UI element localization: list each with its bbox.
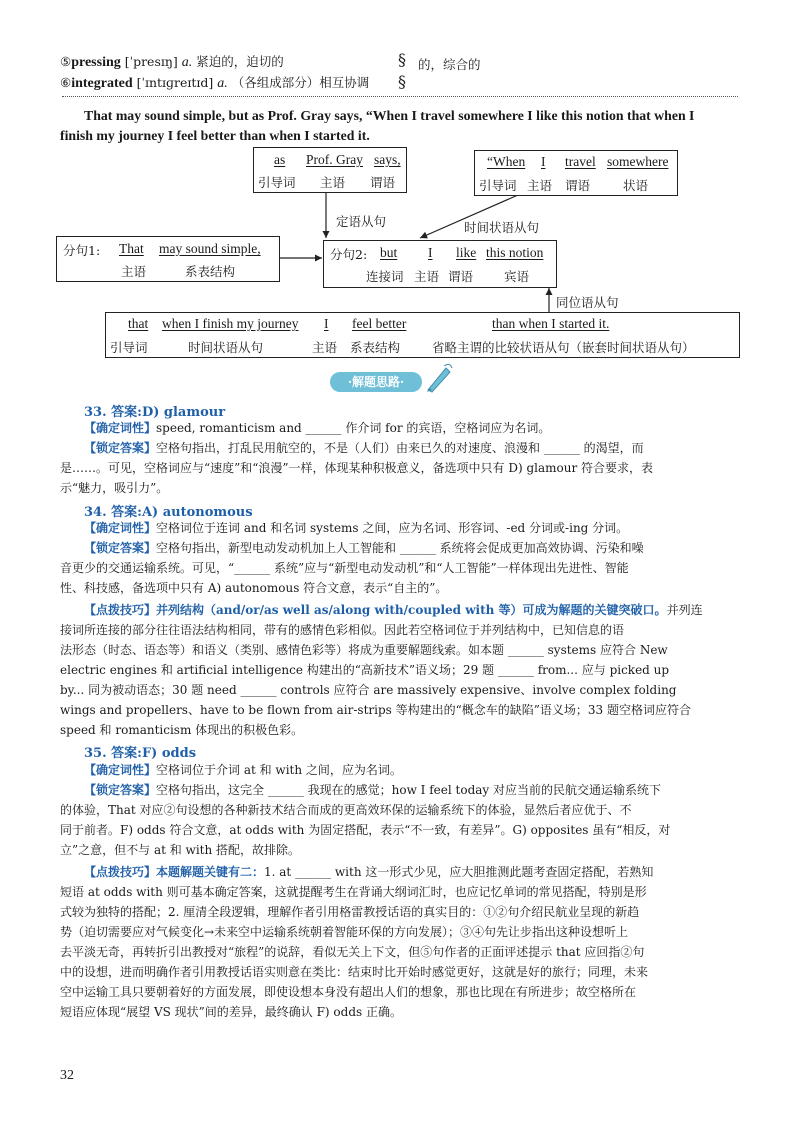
diagram-box-clause-1	[56, 236, 280, 282]
q35-line-4: 同于前者。F) odds 符合文意，at odds with 为固定搭配，表示“不一致，有差异”。G) opposites 虽有“相反，对	[60, 823, 671, 837]
diagram-role: 引导词	[110, 340, 148, 355]
q35-line-6	[84, 864, 653, 881]
label-appositive-clause: 同位语从句	[556, 295, 619, 310]
q35-line-2	[84, 782, 661, 799]
para-text: 空格句指出，这完全 ______ 我现在的感觉；how I feel today 对应当前的民航交通运输系统下	[156, 783, 662, 797]
q35-line-13: 短语应体现“展望 VS 现状”间的差异，最终确认 F) odds 正确。	[60, 1005, 402, 1019]
diagram-role: 状语	[623, 178, 649, 193]
q35-line-5: 立”之意，但不与 at 和 with 搭配，故排除。	[60, 843, 301, 857]
diagram-box-when-clause	[474, 150, 678, 196]
answer-35-heading	[84, 742, 196, 761]
diagram-role: 省略主谓的比较状语从句（嵌套时间状语从句）	[432, 340, 695, 355]
vocab-continuation: 的，综合的	[418, 57, 481, 72]
vocab-word: integrated	[71, 76, 133, 91]
diagram-word: somewhere	[607, 154, 669, 169]
diagram-word: as	[274, 152, 286, 167]
q35-line-9: 势（迫切需要应对气候变化→未来空中运输系统朝着智能环保的方向发展）；③④句先让步指出这种设想听上	[60, 925, 629, 939]
label-time-adverbial-clause: 时间状语从句	[464, 220, 540, 235]
diagram-role: 谓语	[448, 269, 474, 284]
diagram-word: when I finish my journey	[162, 316, 299, 331]
q34-line-8: electric engines 和 artificial intelligence 构建出的“高新技术”语义场；29 题 ______ from... 应与 picked up	[60, 663, 670, 677]
diagram-word: this notion	[486, 245, 544, 260]
answer-33-heading	[84, 401, 225, 420]
q33-line-2	[84, 440, 644, 457]
answer-text: 34. 答案:A) autonomous	[84, 505, 253, 520]
q35-line-8: 式较为独特的搭配；2. 厘清全段逻辑，理解作者引用格雷教授话语的真实目的：①②句介绍民航业呈现的新趋	[60, 905, 640, 919]
diagram-prefix: 分句1:	[63, 243, 101, 258]
vocab-word: pressing	[71, 55, 121, 70]
page-number: 32	[60, 1068, 74, 1083]
vocab-meaning: （各组成部分）相互协调	[231, 75, 370, 90]
q34-line-6: 接词所连接的部分往往语法结构相同，带有的感情色彩相似。因此若空格词位于并列结构中，已知信息的语	[60, 623, 625, 637]
diagram-word: I	[541, 154, 546, 169]
q34-line-5	[84, 602, 703, 619]
q34-line-3: 音更少的交通运输系统。可见，“______ 系统”应与“新型电动发动机”和“人工智能”一样体现出先进性、智能	[60, 561, 629, 575]
diagram-role: 系表结构	[350, 340, 401, 355]
q33-line-3: 是……。可见，空格词应与“速度”和“浪漫”一样，体现某种积极意义，备选项中只有 D) glamour 符合要求，表	[60, 461, 654, 475]
diagram-box-clause-2	[323, 240, 557, 288]
vocab-num: ⑤	[60, 54, 72, 69]
diagram-word: I	[428, 245, 433, 260]
q35-line-10: 去平淡无奇，再转折引出教授对“旅程”的说辞，看似无关上下文，但⑤句作者的正面评述提示 that 应回指②句	[60, 945, 645, 959]
answer-text: 35. 答案:F) odds	[84, 746, 197, 761]
diagram-word: that	[128, 316, 149, 331]
diagram-word: feel better	[352, 316, 407, 331]
diagram-role: 连接词	[366, 269, 404, 284]
diagram-word: travel	[565, 154, 596, 169]
q34-line-1	[84, 520, 628, 537]
pen-icon	[424, 362, 454, 394]
para-text: 并列连	[666, 603, 703, 617]
diagram-role: 谓语	[565, 178, 591, 193]
tag-label: 【点拨技巧】本题解题关键有二：	[84, 865, 265, 879]
q33-line-1	[84, 420, 550, 437]
diagram-role: 主语	[527, 178, 553, 193]
para-text: 空格词位于介词 at 和 with 之间，应为名词。	[156, 763, 402, 777]
para-text: 空格句指出，新型电动发动机加上人工智能和 ______ 系统将会促成更加高效协调、污染和噪	[156, 541, 644, 555]
vocab-num: ⑥	[60, 75, 72, 90]
sentence-line-1: That may sound simple, but as Prof. Gray says, “When I travel somewhere I like this notion that when I	[84, 108, 695, 123]
q34-line-11: speed 和 romanticism 体现出的积极色彩。	[60, 723, 304, 737]
diagram-role: 主语	[414, 269, 440, 284]
vocab-phonetic: [ˈpresɪŋ]	[124, 54, 178, 69]
diagram-word: Prof. Gray	[306, 152, 363, 167]
tag-label: 【确定词性】	[84, 421, 157, 435]
tag-label: 【点拨技巧】并列结构（and/or/as well as/along with/coupled with 等）可成为解题的关键突破口。	[84, 603, 667, 617]
q35-line-3: 的体验，That 对应②句设想的各种新技术结合而成的更高效环保的运输系统下的体验，显然后者应优于、不	[60, 803, 632, 817]
tag-label: 【锁定答案】	[84, 541, 157, 555]
q34-line-9: by... 同为被动语态；30 题 need ______ controls 应符合 are massively expensive、involve complex folding	[60, 683, 677, 697]
diagram-word: like	[456, 245, 477, 260]
q35-line-12: 空中运输工具只要朝着好的方面发展，即使设想本身没有超出人们的想象，那也比现在有所进步；故空格所在	[60, 985, 637, 999]
vocab-pos: a.	[217, 76, 228, 91]
vocab-phonetic: [ˈɪntɪɡreɪtɪd]	[136, 75, 214, 90]
diagram-role: 引导词	[479, 178, 517, 193]
diagram-role: 系表结构	[185, 264, 236, 279]
diagram-role: 主语	[121, 264, 147, 279]
diagram-word: That	[119, 241, 144, 256]
diagram-prefix: 分句2:	[330, 247, 368, 262]
vocab-meaning: 紧迫的，迫切的	[196, 54, 284, 69]
answer-text: 33. 答案:D) glamour	[84, 405, 226, 420]
q35-line-1	[84, 762, 402, 779]
diagram-role: 主语	[320, 175, 346, 190]
diagram-role: 时间状语从句	[188, 340, 264, 355]
q35-line-7: 短语 at odds with 则可基本确定答案，这就提醒考生在背诵大纲词汇时，也应记忆单词的常见搭配，特别是形	[60, 885, 647, 899]
para-text: 1. at ______ with 这一形式少见，应大胆推测此题考查固定搭配，若熟知	[264, 865, 654, 879]
diagram-word: says,	[374, 152, 401, 167]
sentence-line-2: finish my journey I feel better than when I started it.	[60, 128, 370, 143]
diagram-word: but	[380, 245, 398, 260]
brace-icon: §	[398, 72, 406, 91]
para-text: 空格词位于连词 and 和名词 systems 之间，应为名词、形容词、-ed 分词或-ing 分词。	[156, 521, 629, 535]
diagram-word: may sound simple,	[159, 241, 261, 256]
brace-icon: §	[398, 50, 406, 69]
section-banner: ·解题思路·	[330, 372, 422, 392]
q33-line-4: 示“魅力，吸引力”。	[60, 481, 169, 495]
diagram-role: 宾语	[504, 269, 530, 284]
tag-label: 【锁定答案】	[84, 783, 157, 797]
diagram-role: 谓语	[370, 175, 396, 190]
answer-34-heading	[84, 501, 253, 520]
tag-label: 【确定词性】	[84, 521, 157, 535]
diagram-box-that-clause	[105, 312, 740, 358]
q34-line-2	[84, 540, 644, 557]
tag-label: 【锁定答案】	[84, 441, 157, 455]
q34-line-10: wings and propellers、have to be flown from air-strips 等构建出的“概念车的缺陷”语义场；33 题空格词应符合	[60, 703, 691, 717]
diagram-box-as-clause	[253, 147, 407, 193]
vocab-pos: a.	[181, 55, 193, 70]
q35-line-11: 中的设想，进而明确作者引用教授话语实则意在类比：结束时比开始时感觉更好，这就是好的旅行；同理，未来	[60, 965, 649, 979]
diagram-word: I	[324, 316, 329, 331]
diagram-word: than when I started it.	[492, 316, 610, 331]
q34-line-4: 性、科技感，备选项中只有 A) autonomous 符合文意，表示“自主的”。	[60, 581, 448, 595]
tag-label: 【确定词性】	[84, 763, 157, 777]
para-text: speed, romanticism and ______ 作介词 for 的宾语，空格词应为名词。	[156, 421, 551, 435]
label-attributive-clause: 定语从句	[336, 214, 387, 229]
q34-line-7: 法形态（时态、语态等）和语义（类别、感情色彩等）将成为重要解题线索。如本题 ______ systems 应符合 New	[60, 643, 668, 657]
diagram-word: “When	[487, 154, 526, 169]
diagram-role: 主语	[312, 340, 338, 355]
para-text: 空格句指出，打乱民用航空的，不是（人们）由来已久的对速度、浪漫和 ______ 的渴望，而	[156, 441, 644, 455]
diagram-role: 引导词	[258, 175, 296, 190]
